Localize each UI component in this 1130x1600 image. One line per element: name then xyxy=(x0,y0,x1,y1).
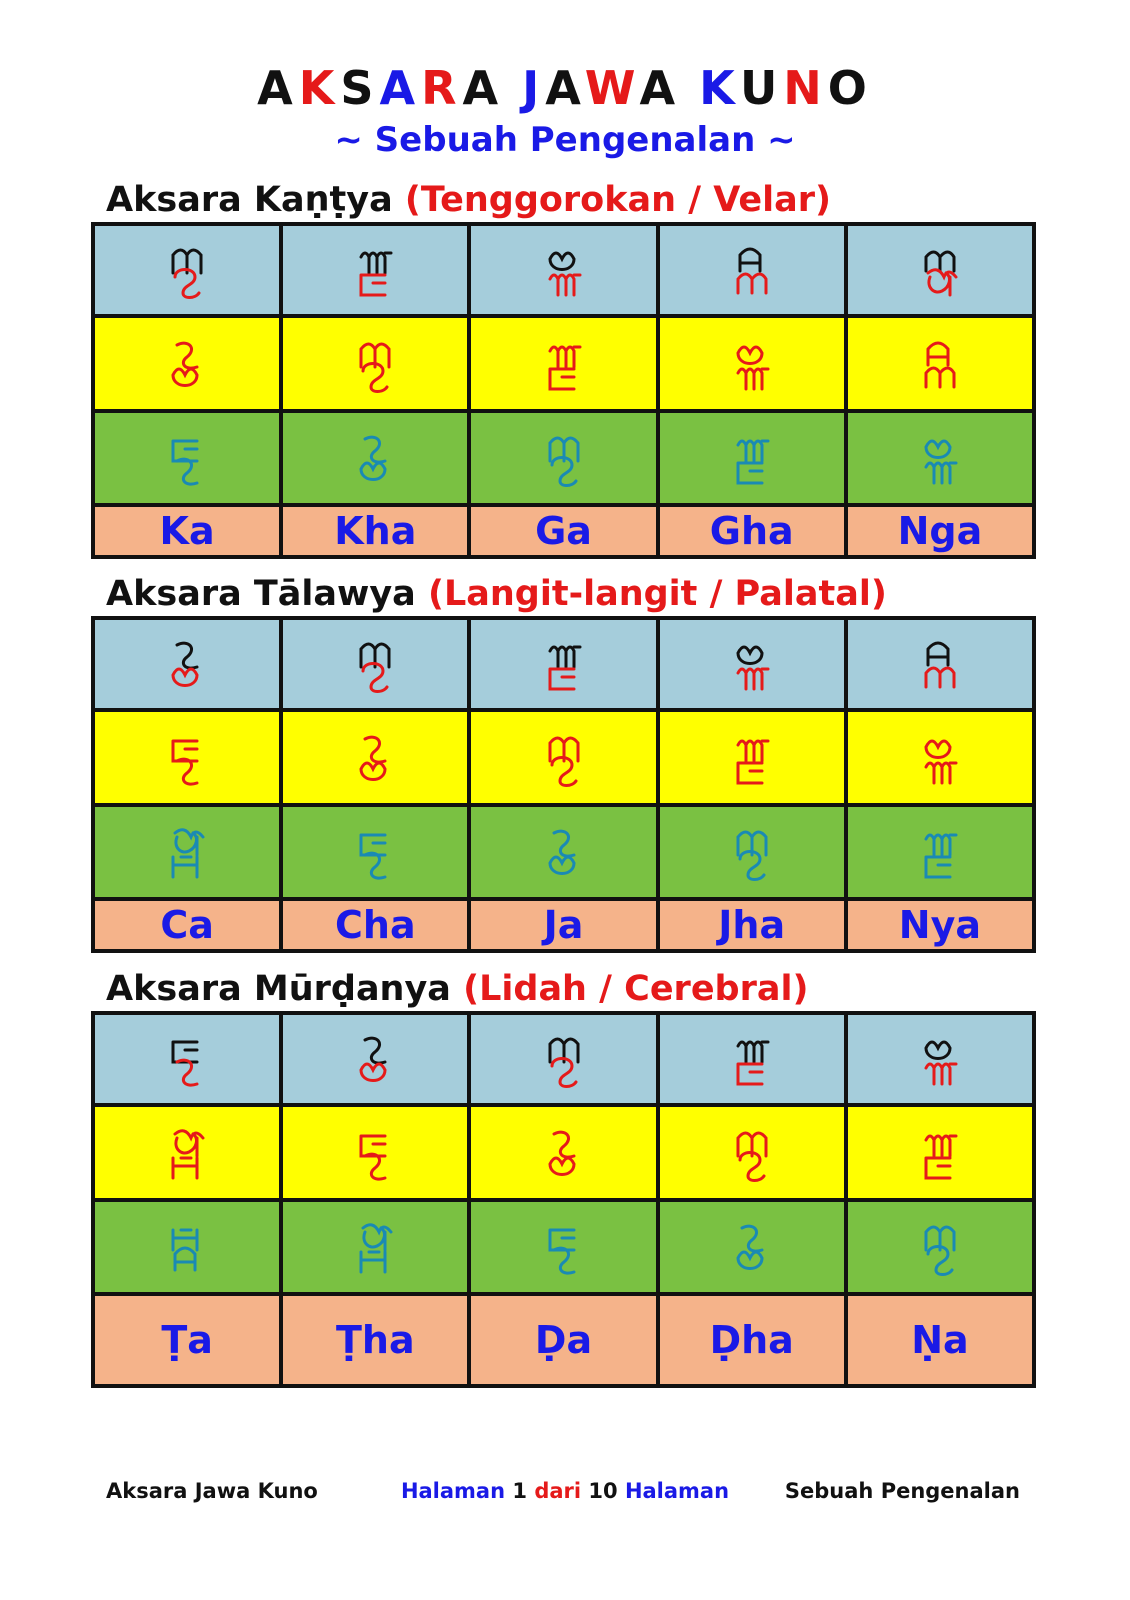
table-cell xyxy=(660,807,848,897)
aksara-glyph-red-icon xyxy=(544,335,584,393)
table-cell xyxy=(848,1296,1032,1384)
syllable-label: Ja xyxy=(543,903,584,947)
table-row-green xyxy=(95,807,1032,901)
aksara-kuno-glyph-icon xyxy=(167,1030,207,1088)
table-cell xyxy=(471,620,659,708)
aksara-kuno-glyph-icon xyxy=(355,241,395,299)
aksara-glyph-teal-icon xyxy=(732,429,772,487)
syllable-label: Cha xyxy=(335,903,416,947)
table-cell xyxy=(660,226,848,314)
table-cell xyxy=(848,901,1032,949)
title-letter: N xyxy=(783,61,828,115)
table-cell xyxy=(95,1202,283,1292)
table-cell xyxy=(471,712,659,803)
section-heading-sub: (Lidah / Cerebral) xyxy=(463,969,809,1009)
table-cell xyxy=(471,413,659,503)
syllable-label: Nya xyxy=(898,903,982,947)
table-cell xyxy=(471,226,659,314)
aksara-glyph-red-icon xyxy=(167,335,207,393)
table-cell xyxy=(95,318,283,409)
footer-right: Sebuah Pengenalan xyxy=(784,1479,1020,1503)
section-heading-main: Aksara Tālawya xyxy=(106,574,428,614)
title-letter: A xyxy=(462,61,505,115)
aksara-glyph-teal-icon xyxy=(355,429,395,487)
title-letter: K xyxy=(298,61,341,115)
aksara-kuno-glyph-icon xyxy=(732,241,772,299)
aksara-kuno-glyph-icon xyxy=(544,635,584,693)
table-cell xyxy=(95,413,283,503)
table-cell xyxy=(283,507,471,555)
section-heading-main: Aksara Kaṇṭya xyxy=(106,180,405,220)
aksara-kuno-glyph-icon xyxy=(732,635,772,693)
aksara-glyph-red-icon xyxy=(544,729,584,787)
table-row-labels xyxy=(95,901,1032,949)
aksara-glyph-red-icon xyxy=(732,729,772,787)
table-cell xyxy=(660,901,848,949)
aksara-kuno-glyph-icon xyxy=(167,635,207,693)
aksara-glyph-teal-icon xyxy=(355,1218,395,1276)
aksara-glyph-red-icon xyxy=(920,729,960,787)
table-cell xyxy=(471,901,659,949)
table-cell xyxy=(471,1015,659,1103)
table-cell xyxy=(283,318,471,409)
table-cell xyxy=(471,1202,659,1292)
table-cell xyxy=(95,901,283,949)
table-cell xyxy=(283,1015,471,1103)
table-cell xyxy=(848,1202,1032,1292)
aksara-glyph-teal-icon xyxy=(544,429,584,487)
aksara-glyph-teal-icon xyxy=(167,1218,207,1276)
syllable-label: Ka xyxy=(159,509,215,553)
table-row-yellow xyxy=(95,1107,1032,1202)
table-cell xyxy=(848,712,1032,803)
table-cell xyxy=(471,1296,659,1384)
table-cell xyxy=(848,1107,1032,1198)
table-row-yellow xyxy=(95,318,1032,413)
table-cell xyxy=(283,413,471,503)
footer-page-part: 10 xyxy=(588,1479,625,1503)
table-row-blue xyxy=(95,226,1032,318)
section-heading-kantya xyxy=(106,178,831,222)
syllable-label: Nga xyxy=(897,509,983,553)
aksara-glyph-teal-icon xyxy=(544,823,584,881)
table-cell xyxy=(95,1296,283,1384)
aksara-glyph-red-icon xyxy=(167,1124,207,1182)
table-cell xyxy=(660,413,848,503)
table-cell xyxy=(848,226,1032,314)
syllable-label: Ḍha xyxy=(709,1318,794,1362)
section-heading-main: Aksara Mūrḍanya xyxy=(106,969,464,1009)
aksara-table-murdanya xyxy=(91,1011,1036,1388)
aksara-kuno-glyph-icon xyxy=(920,1030,960,1088)
table-cell xyxy=(283,620,471,708)
aksara-glyph-teal-icon xyxy=(544,1218,584,1276)
aksara-kuno-glyph-icon xyxy=(544,1030,584,1088)
title-letter: J xyxy=(522,61,546,115)
aksara-kuno-glyph-icon xyxy=(920,635,960,693)
section-heading-talawya xyxy=(106,572,887,616)
aksara-glyph-red-icon xyxy=(920,335,960,393)
syllable-label: Ga xyxy=(535,509,592,553)
aksara-kuno-glyph-icon xyxy=(732,1030,772,1088)
table-cell xyxy=(283,712,471,803)
aksara-glyph-red-icon xyxy=(544,1124,584,1182)
table-cell xyxy=(848,507,1032,555)
syllable-label: Ḍa xyxy=(534,1318,593,1362)
table-cell xyxy=(95,620,283,708)
footer-page-part: dari xyxy=(534,1479,589,1503)
section-heading-sub: (Tenggorokan / Velar) xyxy=(404,180,831,220)
table-cell xyxy=(471,318,659,409)
table-cell xyxy=(660,318,848,409)
table-cell xyxy=(471,507,659,555)
table-row-yellow xyxy=(95,712,1032,807)
syllable-label: Gha xyxy=(709,509,794,553)
aksara-kuno-glyph-icon xyxy=(355,1030,395,1088)
aksara-glyph-teal-icon xyxy=(167,823,207,881)
table-row-blue xyxy=(95,1015,1032,1107)
footer-left: Aksara Jawa Kuno xyxy=(106,1479,318,1503)
footer-page-part: 1 xyxy=(512,1479,535,1503)
aksara-glyph-teal-icon xyxy=(920,823,960,881)
table-cell xyxy=(660,1107,848,1198)
table-cell xyxy=(660,1296,848,1384)
table-cell xyxy=(660,1015,848,1103)
title-letter: S xyxy=(340,61,380,115)
title-letter: O xyxy=(827,61,873,115)
table-cell xyxy=(660,1202,848,1292)
table-cell xyxy=(848,807,1032,897)
table-cell xyxy=(848,620,1032,708)
table-row-green xyxy=(95,1202,1032,1296)
title-letter: K xyxy=(699,61,740,115)
title-letter: A xyxy=(379,61,422,115)
table-cell xyxy=(471,1107,659,1198)
table-cell xyxy=(283,807,471,897)
section-heading-murdanya xyxy=(106,967,808,1011)
table-cell xyxy=(283,1107,471,1198)
table-row-green xyxy=(95,413,1032,507)
table-cell xyxy=(95,712,283,803)
aksara-table-kantya xyxy=(91,222,1036,559)
aksara-glyph-teal-icon xyxy=(732,1218,772,1276)
aksara-kuno-glyph-icon xyxy=(355,635,395,693)
aksara-kuno-glyph-icon xyxy=(544,241,584,299)
table-cell xyxy=(283,1296,471,1384)
title-letter: A xyxy=(257,61,299,115)
table-cell xyxy=(95,226,283,314)
footer-page-part: Halaman xyxy=(624,1479,730,1503)
table-row-labels xyxy=(95,1296,1032,1384)
title-letter: A xyxy=(545,61,585,115)
aksara-glyph-red-icon xyxy=(732,1124,772,1182)
aksara-glyph-red-icon xyxy=(732,335,772,393)
aksara-glyph-red-icon xyxy=(167,729,207,787)
aksara-glyph-teal-icon xyxy=(920,429,960,487)
syllable-label: Ṭha xyxy=(335,1318,415,1362)
syllable-label: Ṇa xyxy=(911,1318,969,1362)
table-cell xyxy=(660,507,848,555)
aksara-glyph-teal-icon xyxy=(355,823,395,881)
table-cell xyxy=(848,318,1032,409)
title-letter: R xyxy=(421,61,463,115)
table-cell xyxy=(95,1107,283,1198)
aksara-glyph-red-icon xyxy=(920,1124,960,1182)
table-row-labels xyxy=(95,507,1032,555)
syllable-label: Ṭa xyxy=(161,1318,213,1362)
table-cell xyxy=(95,1015,283,1103)
aksara-glyph-red-icon xyxy=(355,335,395,393)
table-cell xyxy=(95,507,283,555)
aksara-kuno-glyph-icon xyxy=(167,241,207,299)
table-cell xyxy=(660,712,848,803)
aksara-glyph-red-icon xyxy=(355,1124,395,1182)
table-row-blue xyxy=(95,620,1032,712)
aksara-kuno-glyph-icon xyxy=(920,241,960,299)
syllable-label: Ca xyxy=(160,903,214,947)
table-cell xyxy=(471,807,659,897)
table-cell xyxy=(283,901,471,949)
syllable-label: Kha xyxy=(334,509,417,553)
aksara-glyph-teal-icon xyxy=(732,823,772,881)
title-letter: U xyxy=(739,61,784,115)
aksara-glyph-teal-icon xyxy=(920,1218,960,1276)
table-cell xyxy=(660,620,848,708)
page-subtitle: ~ Sebuah Pengenalan ~ xyxy=(334,120,796,160)
aksara-glyph-red-icon xyxy=(355,729,395,787)
title-letter: W xyxy=(584,61,640,115)
footer-page-part: Halaman xyxy=(400,1479,513,1503)
section-heading-sub: (Langit-langit / Palatal) xyxy=(427,574,887,614)
table-cell xyxy=(283,226,471,314)
page-title xyxy=(0,60,1130,116)
table-cell xyxy=(848,413,1032,503)
table-cell xyxy=(95,807,283,897)
aksara-glyph-teal-icon xyxy=(167,429,207,487)
aksara-table-talawya xyxy=(91,616,1036,953)
table-cell xyxy=(283,1202,471,1292)
table-cell xyxy=(848,1015,1032,1103)
syllable-label: Jha xyxy=(718,903,786,947)
title-letter: A xyxy=(639,61,682,115)
